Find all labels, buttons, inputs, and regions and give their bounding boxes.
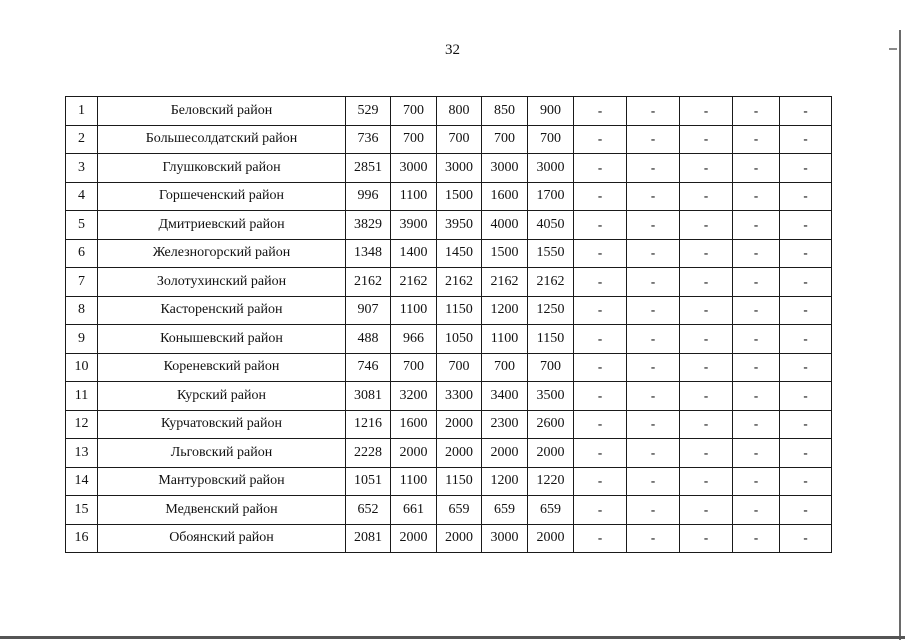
value-cell: 3000 bbox=[437, 154, 482, 183]
empty-value-cell: - bbox=[780, 496, 832, 525]
value-cell: 4050 bbox=[528, 211, 574, 240]
value-cell: 700 bbox=[528, 353, 574, 382]
empty-value-cell: - bbox=[733, 524, 780, 553]
empty-value-cell: - bbox=[680, 496, 733, 525]
value-cell: 2162 bbox=[482, 268, 528, 297]
district-name: Беловский район bbox=[98, 97, 346, 126]
empty-value-cell: - bbox=[627, 496, 680, 525]
district-name: Большесолдатский район bbox=[98, 125, 346, 154]
row-number: 11 bbox=[66, 382, 98, 411]
value-cell: 1100 bbox=[482, 325, 528, 354]
empty-value-cell: - bbox=[733, 439, 780, 468]
empty-value-cell: - bbox=[574, 154, 627, 183]
value-cell: 1600 bbox=[482, 182, 528, 211]
value-cell: 2081 bbox=[346, 524, 391, 553]
empty-value-cell: - bbox=[733, 353, 780, 382]
empty-value-cell: - bbox=[627, 211, 680, 240]
district-name: Глушковский район bbox=[98, 154, 346, 183]
scan-edge-right bbox=[899, 30, 901, 640]
empty-value-cell: - bbox=[780, 125, 832, 154]
value-cell: 3400 bbox=[482, 382, 528, 411]
empty-value-cell: - bbox=[780, 97, 832, 126]
empty-value-cell: - bbox=[733, 239, 780, 268]
empty-value-cell: - bbox=[627, 410, 680, 439]
table-row bbox=[66, 353, 832, 382]
district-name: Курчатовский район bbox=[98, 410, 346, 439]
district-name: Медвенский район bbox=[98, 496, 346, 525]
value-cell: 3300 bbox=[437, 382, 482, 411]
empty-value-cell: - bbox=[780, 268, 832, 297]
value-cell: 659 bbox=[437, 496, 482, 525]
empty-value-cell: - bbox=[627, 325, 680, 354]
empty-value-cell: - bbox=[574, 353, 627, 382]
value-cell: 659 bbox=[528, 496, 574, 525]
row-number: 1 bbox=[66, 97, 98, 126]
value-cell: 652 bbox=[346, 496, 391, 525]
value-cell: 661 bbox=[391, 496, 437, 525]
empty-value-cell: - bbox=[680, 410, 733, 439]
table-row bbox=[66, 154, 832, 183]
value-cell: 1348 bbox=[346, 239, 391, 268]
empty-value-cell: - bbox=[680, 524, 733, 553]
empty-value-cell: - bbox=[780, 439, 832, 468]
value-cell: 3829 bbox=[346, 211, 391, 240]
table-body bbox=[66, 97, 832, 553]
empty-value-cell: - bbox=[574, 524, 627, 553]
row-number: 8 bbox=[66, 296, 98, 325]
row-number: 16 bbox=[66, 524, 98, 553]
value-cell: 1150 bbox=[528, 325, 574, 354]
empty-value-cell: - bbox=[680, 439, 733, 468]
value-cell: 1250 bbox=[528, 296, 574, 325]
value-cell: 746 bbox=[346, 353, 391, 382]
value-cell: 700 bbox=[482, 125, 528, 154]
table-row bbox=[66, 211, 832, 240]
row-number: 4 bbox=[66, 182, 98, 211]
value-cell: 1050 bbox=[437, 325, 482, 354]
value-cell: 1100 bbox=[391, 182, 437, 211]
empty-value-cell: - bbox=[733, 211, 780, 240]
empty-value-cell: - bbox=[627, 239, 680, 268]
empty-value-cell: - bbox=[574, 325, 627, 354]
empty-value-cell: - bbox=[680, 353, 733, 382]
empty-value-cell: - bbox=[680, 182, 733, 211]
empty-value-cell: - bbox=[627, 125, 680, 154]
table-row bbox=[66, 439, 832, 468]
table-row bbox=[66, 182, 832, 211]
value-cell: 850 bbox=[482, 97, 528, 126]
value-cell: 800 bbox=[437, 97, 482, 126]
value-cell: 996 bbox=[346, 182, 391, 211]
empty-value-cell: - bbox=[680, 382, 733, 411]
empty-value-cell: - bbox=[733, 325, 780, 354]
empty-value-cell: - bbox=[574, 439, 627, 468]
empty-value-cell: - bbox=[574, 125, 627, 154]
value-cell: 2600 bbox=[528, 410, 574, 439]
table-row bbox=[66, 496, 832, 525]
value-cell: 3000 bbox=[482, 154, 528, 183]
empty-value-cell: - bbox=[733, 182, 780, 211]
value-cell: 907 bbox=[346, 296, 391, 325]
value-cell: 1150 bbox=[437, 296, 482, 325]
empty-value-cell: - bbox=[574, 496, 627, 525]
value-cell: 1150 bbox=[437, 467, 482, 496]
value-cell: 2228 bbox=[346, 439, 391, 468]
empty-value-cell: - bbox=[680, 125, 733, 154]
table-row bbox=[66, 239, 832, 268]
district-name: Обоянский район bbox=[98, 524, 346, 553]
value-cell: 2000 bbox=[391, 524, 437, 553]
value-cell: 1700 bbox=[528, 182, 574, 211]
value-cell: 2851 bbox=[346, 154, 391, 183]
empty-value-cell: - bbox=[733, 410, 780, 439]
empty-value-cell: - bbox=[574, 182, 627, 211]
empty-value-cell: - bbox=[627, 524, 680, 553]
district-name: Горшеченский район bbox=[98, 182, 346, 211]
value-cell: 1600 bbox=[391, 410, 437, 439]
empty-value-cell: - bbox=[780, 239, 832, 268]
empty-value-cell: - bbox=[780, 154, 832, 183]
table-row bbox=[66, 97, 832, 126]
value-cell: 1100 bbox=[391, 296, 437, 325]
empty-value-cell: - bbox=[627, 97, 680, 126]
empty-value-cell: - bbox=[627, 182, 680, 211]
district-table-container bbox=[65, 96, 832, 553]
value-cell: 736 bbox=[346, 125, 391, 154]
empty-value-cell: - bbox=[680, 239, 733, 268]
value-cell: 700 bbox=[391, 97, 437, 126]
value-cell: 1200 bbox=[482, 296, 528, 325]
empty-value-cell: - bbox=[733, 268, 780, 297]
value-cell: 700 bbox=[391, 353, 437, 382]
value-cell: 3900 bbox=[391, 211, 437, 240]
value-cell: 3000 bbox=[482, 524, 528, 553]
empty-value-cell: - bbox=[680, 268, 733, 297]
value-cell: 1500 bbox=[437, 182, 482, 211]
empty-value-cell: - bbox=[627, 353, 680, 382]
row-number: 12 bbox=[66, 410, 98, 439]
district-name: Мантуровский район bbox=[98, 467, 346, 496]
value-cell: 1220 bbox=[528, 467, 574, 496]
empty-value-cell: - bbox=[574, 410, 627, 439]
empty-value-cell: - bbox=[627, 467, 680, 496]
empty-value-cell: - bbox=[680, 467, 733, 496]
table-row bbox=[66, 467, 832, 496]
value-cell: 3000 bbox=[391, 154, 437, 183]
row-number: 9 bbox=[66, 325, 98, 354]
district-name: Дмитриевский район bbox=[98, 211, 346, 240]
value-cell: 3000 bbox=[528, 154, 574, 183]
value-cell: 3081 bbox=[346, 382, 391, 411]
table-row bbox=[66, 382, 832, 411]
value-cell: 2000 bbox=[437, 439, 482, 468]
value-cell: 2300 bbox=[482, 410, 528, 439]
district-table bbox=[65, 96, 832, 553]
table-row bbox=[66, 524, 832, 553]
district-name: Кореневский район bbox=[98, 353, 346, 382]
empty-value-cell: - bbox=[780, 211, 832, 240]
value-cell: 2000 bbox=[391, 439, 437, 468]
empty-value-cell: - bbox=[733, 97, 780, 126]
district-name: Курский район bbox=[98, 382, 346, 411]
value-cell: 4000 bbox=[482, 211, 528, 240]
district-name: Железногорский район bbox=[98, 239, 346, 268]
district-name: Золотухинский район bbox=[98, 268, 346, 297]
empty-value-cell: - bbox=[780, 182, 832, 211]
empty-value-cell: - bbox=[733, 496, 780, 525]
row-number: 7 bbox=[66, 268, 98, 297]
value-cell: 1450 bbox=[437, 239, 482, 268]
empty-value-cell: - bbox=[627, 382, 680, 411]
value-cell: 966 bbox=[391, 325, 437, 354]
value-cell: 488 bbox=[346, 325, 391, 354]
value-cell: 2000 bbox=[482, 439, 528, 468]
value-cell: 1550 bbox=[528, 239, 574, 268]
empty-value-cell: - bbox=[627, 268, 680, 297]
value-cell: 1400 bbox=[391, 239, 437, 268]
value-cell: 700 bbox=[437, 125, 482, 154]
empty-value-cell: - bbox=[627, 154, 680, 183]
table-row bbox=[66, 268, 832, 297]
value-cell: 659 bbox=[482, 496, 528, 525]
empty-value-cell: - bbox=[574, 239, 627, 268]
scan-edge-bottom bbox=[0, 636, 905, 639]
table-row bbox=[66, 296, 832, 325]
empty-value-cell: - bbox=[574, 382, 627, 411]
table-row bbox=[66, 325, 832, 354]
value-cell: 1200 bbox=[482, 467, 528, 496]
row-number: 10 bbox=[66, 353, 98, 382]
value-cell: 700 bbox=[528, 125, 574, 154]
empty-value-cell: - bbox=[574, 268, 627, 297]
value-cell: 3500 bbox=[528, 382, 574, 411]
value-cell: 2162 bbox=[528, 268, 574, 297]
value-cell: 529 bbox=[346, 97, 391, 126]
row-number: 5 bbox=[66, 211, 98, 240]
row-number: 15 bbox=[66, 496, 98, 525]
district-name: Льговский район bbox=[98, 439, 346, 468]
page-number: 32 bbox=[445, 42, 460, 58]
empty-value-cell: - bbox=[574, 211, 627, 240]
row-number: 6 bbox=[66, 239, 98, 268]
value-cell: 2000 bbox=[437, 410, 482, 439]
empty-value-cell: - bbox=[680, 97, 733, 126]
value-cell: 2000 bbox=[528, 439, 574, 468]
empty-value-cell: - bbox=[733, 125, 780, 154]
value-cell: 900 bbox=[528, 97, 574, 126]
empty-value-cell: - bbox=[574, 97, 627, 126]
value-cell: 2162 bbox=[346, 268, 391, 297]
value-cell: 1051 bbox=[346, 467, 391, 496]
empty-value-cell: - bbox=[733, 154, 780, 183]
value-cell: 700 bbox=[482, 353, 528, 382]
table-row bbox=[66, 125, 832, 154]
empty-value-cell: - bbox=[680, 325, 733, 354]
empty-value-cell: - bbox=[780, 410, 832, 439]
district-name: Касторенский район bbox=[98, 296, 346, 325]
empty-value-cell: - bbox=[680, 296, 733, 325]
row-number: 3 bbox=[66, 154, 98, 183]
empty-value-cell: - bbox=[574, 296, 627, 325]
district-name: Конышевский район bbox=[98, 325, 346, 354]
empty-value-cell: - bbox=[627, 296, 680, 325]
row-number: 14 bbox=[66, 467, 98, 496]
empty-value-cell: - bbox=[733, 296, 780, 325]
empty-value-cell: - bbox=[780, 353, 832, 382]
value-cell: 700 bbox=[437, 353, 482, 382]
empty-value-cell: - bbox=[574, 467, 627, 496]
row-number: 2 bbox=[66, 125, 98, 154]
empty-value-cell: - bbox=[780, 296, 832, 325]
empty-value-cell: - bbox=[733, 382, 780, 411]
empty-value-cell: - bbox=[780, 382, 832, 411]
value-cell: 3950 bbox=[437, 211, 482, 240]
value-cell: 3200 bbox=[391, 382, 437, 411]
row-number: 13 bbox=[66, 439, 98, 468]
value-cell: 700 bbox=[391, 125, 437, 154]
value-cell: 2162 bbox=[437, 268, 482, 297]
empty-value-cell: - bbox=[780, 325, 832, 354]
table-row bbox=[66, 410, 832, 439]
empty-value-cell: - bbox=[627, 439, 680, 468]
empty-value-cell: - bbox=[680, 154, 733, 183]
value-cell: 1500 bbox=[482, 239, 528, 268]
value-cell: 2162 bbox=[391, 268, 437, 297]
value-cell: 2000 bbox=[528, 524, 574, 553]
empty-value-cell: - bbox=[680, 211, 733, 240]
value-cell: 2000 bbox=[437, 524, 482, 553]
empty-value-cell: - bbox=[733, 467, 780, 496]
empty-value-cell: - bbox=[780, 524, 832, 553]
value-cell: 1216 bbox=[346, 410, 391, 439]
empty-value-cell: - bbox=[780, 467, 832, 496]
scan-mark bbox=[889, 48, 897, 50]
value-cell: 1100 bbox=[391, 467, 437, 496]
